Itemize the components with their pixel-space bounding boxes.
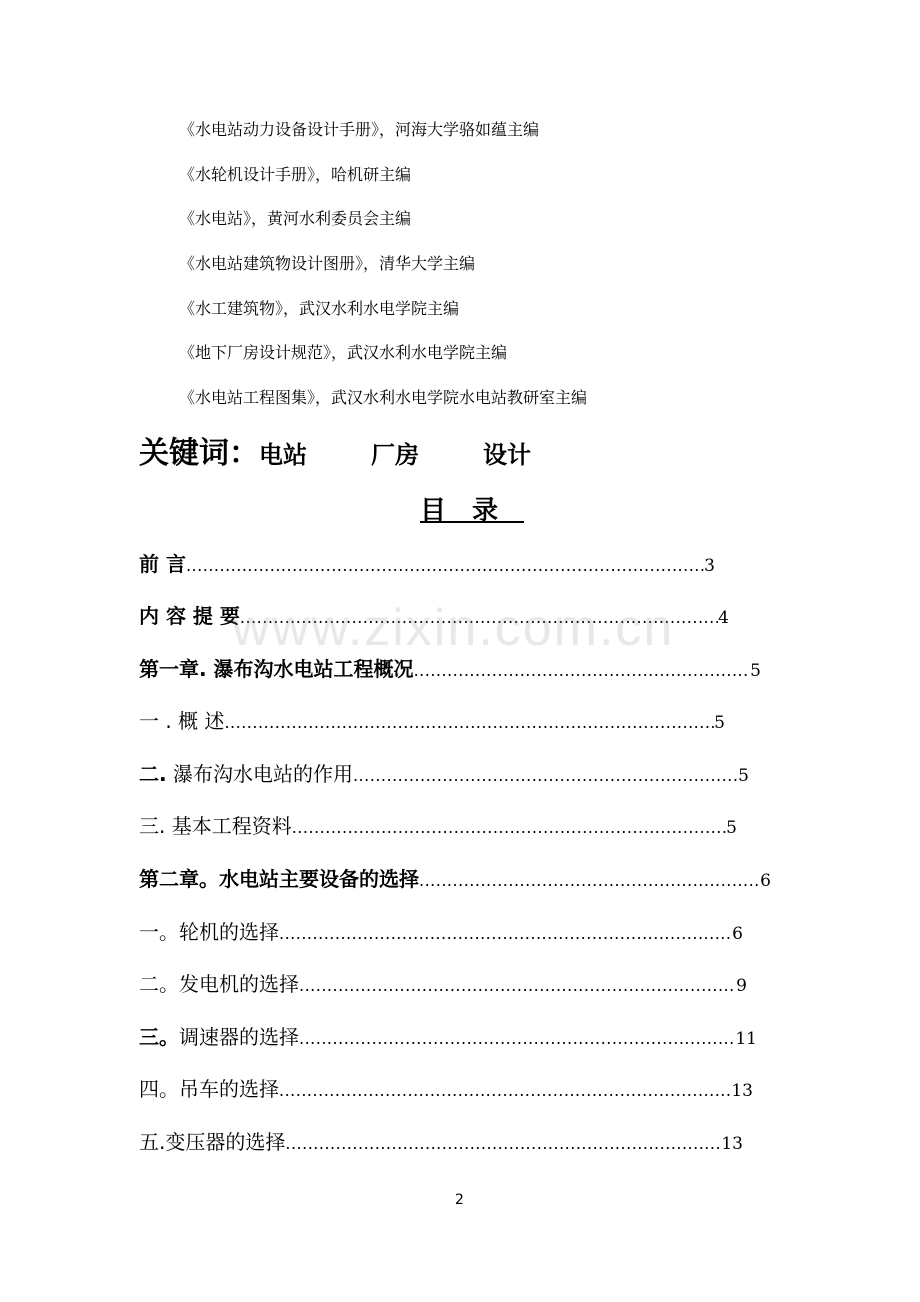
keyword-term: 电站 (259, 441, 307, 469)
page-number: 2 (455, 1192, 464, 1208)
toc-entry[interactable] (139, 1126, 743, 1156)
toc-entry-label: 二。发电机的选择 (139, 972, 299, 996)
reference-item: 《水工建筑物》，武汉水利水电学院主编 (179, 299, 460, 318)
toc-entry[interactable] (139, 1021, 757, 1051)
toc-entry-label: 五.变压器的选择 (139, 1130, 286, 1154)
toc-leader-dots (279, 924, 732, 943)
toc-leader-dots (419, 871, 760, 890)
toc-entry[interactable] (139, 600, 729, 630)
toc-entry-page: 9 (736, 976, 747, 996)
toc-leader-dots (299, 976, 736, 995)
toc-title: 目录 (420, 496, 525, 526)
toc-entry[interactable] (139, 968, 747, 998)
toc-entry-text: 调速器的选择 (179, 1025, 299, 1049)
toc-entry-page: 5 (750, 661, 761, 681)
toc-entry-page: 5 (726, 818, 737, 838)
toc-leader-dots (285, 1134, 721, 1153)
reference-item: 《水轮机设计手册》，哈机研主编 (179, 165, 412, 184)
keywords-label: 关键词： (139, 436, 259, 471)
reference-item: 《水电站动力设备设计手册》，河海大学骆如蕴主编 (179, 120, 540, 139)
reference-item: 《水电站》，黄河水利委员会主编 (179, 209, 412, 228)
toc-leader-dots (240, 608, 718, 627)
toc-entry[interactable] (139, 758, 749, 788)
toc-entry-label: 三. 基本工程资料 (139, 814, 292, 838)
toc-leader-dots (353, 766, 738, 785)
toc-entry-label: 四。吊车的选择 (139, 1077, 279, 1101)
toc-entry-text: 瀑布沟水电站的作用 (166, 762, 353, 786)
toc-entry[interactable] (139, 705, 725, 735)
toc-entry[interactable] (139, 1073, 753, 1103)
reference-item: 《水电站建筑物设计图册》，清华大学主编 (179, 254, 476, 273)
toc-entry[interactable] (139, 916, 743, 946)
toc-entry-page: 5 (714, 713, 725, 733)
keywords-line (139, 428, 531, 472)
toc-entry[interactable] (139, 863, 771, 893)
toc-entry-label: 前 言 (139, 552, 186, 576)
toc-leader-dots (279, 1081, 731, 1100)
reference-item: 《水电站工程图集》，武汉水利水电学院水电站教研室主编 (179, 388, 588, 407)
watermark-text: www.zixin.com.cn (232, 599, 675, 657)
keyword-term: 厂房 (371, 441, 419, 469)
toc-entry[interactable] (139, 548, 715, 578)
toc-entry-label (139, 1021, 299, 1050)
toc-leader-dots (299, 1029, 735, 1048)
toc-entry[interactable] (139, 653, 761, 683)
toc-entry-page: 3 (704, 556, 715, 576)
toc-entry-page: 5 (738, 766, 749, 786)
toc-entry[interactable] (139, 810, 737, 840)
toc-entry-label: 第二章。水电站主要设备的选择 (139, 867, 419, 891)
toc-entry-page: 13 (731, 1081, 753, 1101)
toc-entry-page: 11 (735, 1029, 757, 1049)
toc-entry-label: 一 . 概 述 (139, 709, 225, 733)
toc-entry-label (139, 758, 353, 787)
reference-item: 《地下厂房设计规范》，武汉水利水电学院主编 (179, 343, 508, 362)
toc-entry-page: 6 (732, 924, 743, 944)
toc-leader-dots (292, 818, 726, 837)
toc-entry-label: 内 容 提 要 (139, 604, 240, 628)
toc-leader-dots (224, 713, 714, 732)
toc-entry-number: 二. (139, 762, 167, 786)
toc-leader-dots (186, 556, 704, 575)
toc-entry-label: 一。轮机的选择 (139, 920, 279, 944)
keyword-term: 设计 (483, 441, 531, 469)
toc-entry-page: 6 (760, 871, 771, 891)
toc-entry-page: 4 (718, 608, 729, 628)
toc-entry-number: 三。 (139, 1025, 179, 1049)
toc-entry-label: 第一章. 瀑布沟水电站工程概况 (139, 657, 414, 681)
toc-leader-dots (414, 661, 751, 680)
toc-entry-page: 13 (721, 1134, 743, 1154)
